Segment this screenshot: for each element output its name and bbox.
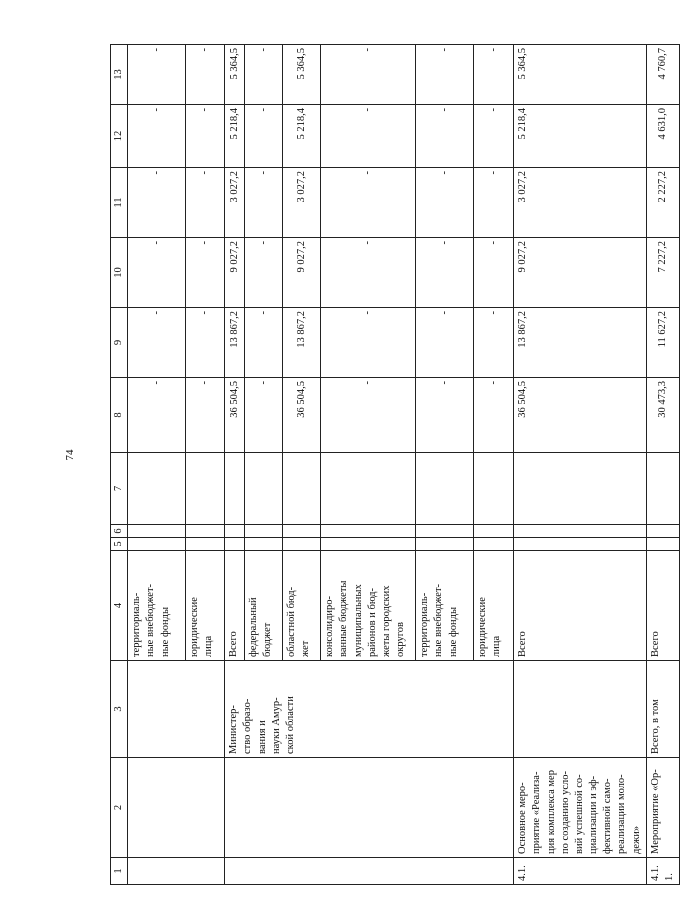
cell-c6 [646, 525, 679, 538]
cell-c2 [225, 758, 514, 858]
cell-value: - [128, 168, 186, 238]
cell-value: - [245, 238, 283, 308]
cell-value: - [416, 168, 474, 238]
cell-c7 [186, 453, 225, 525]
cell-value: 2 227,2 [646, 168, 679, 238]
table-row [128, 45, 186, 885]
cell-source: Всего [225, 551, 245, 661]
cell-c7 [646, 453, 679, 525]
cell-value: 5 218,4 [514, 105, 647, 168]
cell-value: - [474, 45, 514, 105]
cell-c6 [186, 525, 225, 538]
cell-value: - [245, 378, 283, 453]
executor-name: Всего, в том [646, 661, 679, 758]
cell-value: - [416, 378, 474, 453]
cell-value: - [321, 168, 416, 238]
col-header-1: 1 [111, 858, 128, 885]
col-header-11: 11 [111, 168, 128, 238]
cell-value: 4 631,0 [646, 105, 679, 168]
cell-c5 [186, 538, 225, 551]
cell-source: юридические лица [474, 551, 514, 661]
cell-value: - [474, 308, 514, 378]
cell-value: - [321, 105, 416, 168]
cell-value: - [474, 105, 514, 168]
cell-c5 [514, 538, 647, 551]
cell-value: - [321, 308, 416, 378]
cell-value: - [186, 238, 225, 308]
cell-value: - [186, 105, 225, 168]
cell-c6 [474, 525, 514, 538]
cell-value: 7 227,2 [646, 238, 679, 308]
col-header-3: 3 [111, 661, 128, 758]
cell-c7 [128, 453, 186, 525]
cell-source: федеральный бюджет [245, 551, 283, 661]
cell-value: 3 027,2 [514, 168, 647, 238]
cell-value: - [321, 45, 416, 105]
cell-value: 3 027,2 [225, 168, 245, 238]
cell-c5 [474, 538, 514, 551]
cell-c5 [128, 538, 186, 551]
executor-name: Министер- ство образо- вания и науки Амур- ской области [225, 661, 514, 758]
cell-c1 [128, 858, 225, 885]
cell-source: консолидиро- ванные бюджеты муниципальных районов и бюд- жеты городских округов [321, 551, 416, 661]
cell-value: 9 027,2 [283, 238, 321, 308]
cell-c7 [474, 453, 514, 525]
cell-value: 5 364,5 [283, 45, 321, 105]
cell-value: 9 027,2 [514, 238, 647, 308]
cell-c6 [321, 525, 416, 538]
cell-source: юридические лица [186, 551, 225, 661]
cell-value: 36 504,5 [225, 378, 245, 453]
cell-value: - [416, 238, 474, 308]
table-row [225, 45, 245, 885]
cell-source: территориаль- ные внебюджет- ные фонды [416, 551, 474, 661]
budget-table [110, 44, 680, 885]
cell-value: 11 627,2 [646, 308, 679, 378]
col-header-9: 9 [111, 308, 128, 378]
cell-c7 [283, 453, 321, 525]
rotated-table-container [110, 45, 675, 885]
cell-value: 36 504,5 [283, 378, 321, 453]
activity-name: Основное меро- приятие «Реализа- ция комплекса мер по созданию усло- вий успешной со- циализации и эф- фективной само- реализации моло- дежи» [514, 758, 647, 858]
cell-c2 [128, 758, 225, 858]
cell-value: - [416, 308, 474, 378]
cell-value: 9 027,2 [225, 238, 245, 308]
cell-value: - [321, 378, 416, 453]
cell-value: 13 867,2 [514, 308, 647, 378]
cell-c5 [283, 538, 321, 551]
cell-value: - [245, 45, 283, 105]
cell-c6 [283, 525, 321, 538]
table-row [514, 45, 647, 885]
cell-value: - [186, 308, 225, 378]
header-row [111, 45, 128, 885]
cell-value: 13 867,2 [283, 308, 321, 378]
col-header-12: 12 [111, 105, 128, 168]
cell-c6 [128, 525, 186, 538]
cell-value: 3 027,2 [283, 168, 321, 238]
cell-value: - [474, 378, 514, 453]
col-header-13: 13 [111, 45, 128, 105]
cell-value: 30 473,3 [646, 378, 679, 453]
cell-c6 [514, 525, 647, 538]
cell-value: - [128, 238, 186, 308]
cell-c5 [321, 538, 416, 551]
col-header-8: 8 [111, 378, 128, 453]
cell-value: - [245, 168, 283, 238]
cell-value: - [474, 168, 514, 238]
cell-value: - [128, 105, 186, 168]
col-header-7: 7 [111, 453, 128, 525]
cell-source: Всего [646, 551, 679, 661]
cell-value: 4 760,7 [646, 45, 679, 105]
cell-value: - [245, 105, 283, 168]
cell-value: - [186, 45, 225, 105]
cell-value: - [128, 308, 186, 378]
cell-value: - [186, 168, 225, 238]
cell-value: - [416, 105, 474, 168]
row-number: 4.1.1. [646, 858, 679, 885]
cell-value: 5 364,5 [225, 45, 245, 105]
cell-value: - [128, 378, 186, 453]
cell-c5 [245, 538, 283, 551]
cell-source: Всего [514, 551, 647, 661]
cell-value: - [186, 378, 225, 453]
cell-c1 [225, 858, 514, 885]
col-header-6: 6 [111, 525, 128, 538]
cell-c6 [416, 525, 474, 538]
cell-value: - [128, 45, 186, 105]
page-number: 74 [64, 449, 76, 461]
cell-c3 [514, 661, 647, 758]
col-header-10: 10 [111, 238, 128, 308]
cell-value: 5 218,4 [225, 105, 245, 168]
cell-source: областной бюд- жет [283, 551, 321, 661]
cell-c7 [225, 453, 245, 525]
cell-c6 [245, 525, 283, 538]
row-number: 4.1. [514, 858, 647, 885]
cell-c3 [128, 661, 225, 758]
cell-source: территориаль- ные внебюджет- ные фонды [128, 551, 186, 661]
cell-c5 [646, 538, 679, 551]
cell-value: 5 364,5 [514, 45, 647, 105]
cell-c7 [416, 453, 474, 525]
cell-c5 [225, 538, 245, 551]
cell-c7 [514, 453, 647, 525]
col-header-2: 2 [111, 758, 128, 858]
cell-value: 36 504,5 [514, 378, 647, 453]
col-header-5: 5 [111, 538, 128, 551]
cell-c7 [321, 453, 416, 525]
table-row [646, 45, 679, 885]
cell-c7 [245, 453, 283, 525]
cell-value: - [321, 238, 416, 308]
cell-c5 [416, 538, 474, 551]
activity-name: Мероприятие «Ор- [646, 758, 679, 858]
cell-value: 13 867,2 [225, 308, 245, 378]
cell-value: - [245, 308, 283, 378]
cell-value: - [416, 45, 474, 105]
cell-c6 [225, 525, 245, 538]
cell-value: 5 218,4 [283, 105, 321, 168]
col-header-4: 4 [111, 551, 128, 661]
cell-value: - [474, 238, 514, 308]
